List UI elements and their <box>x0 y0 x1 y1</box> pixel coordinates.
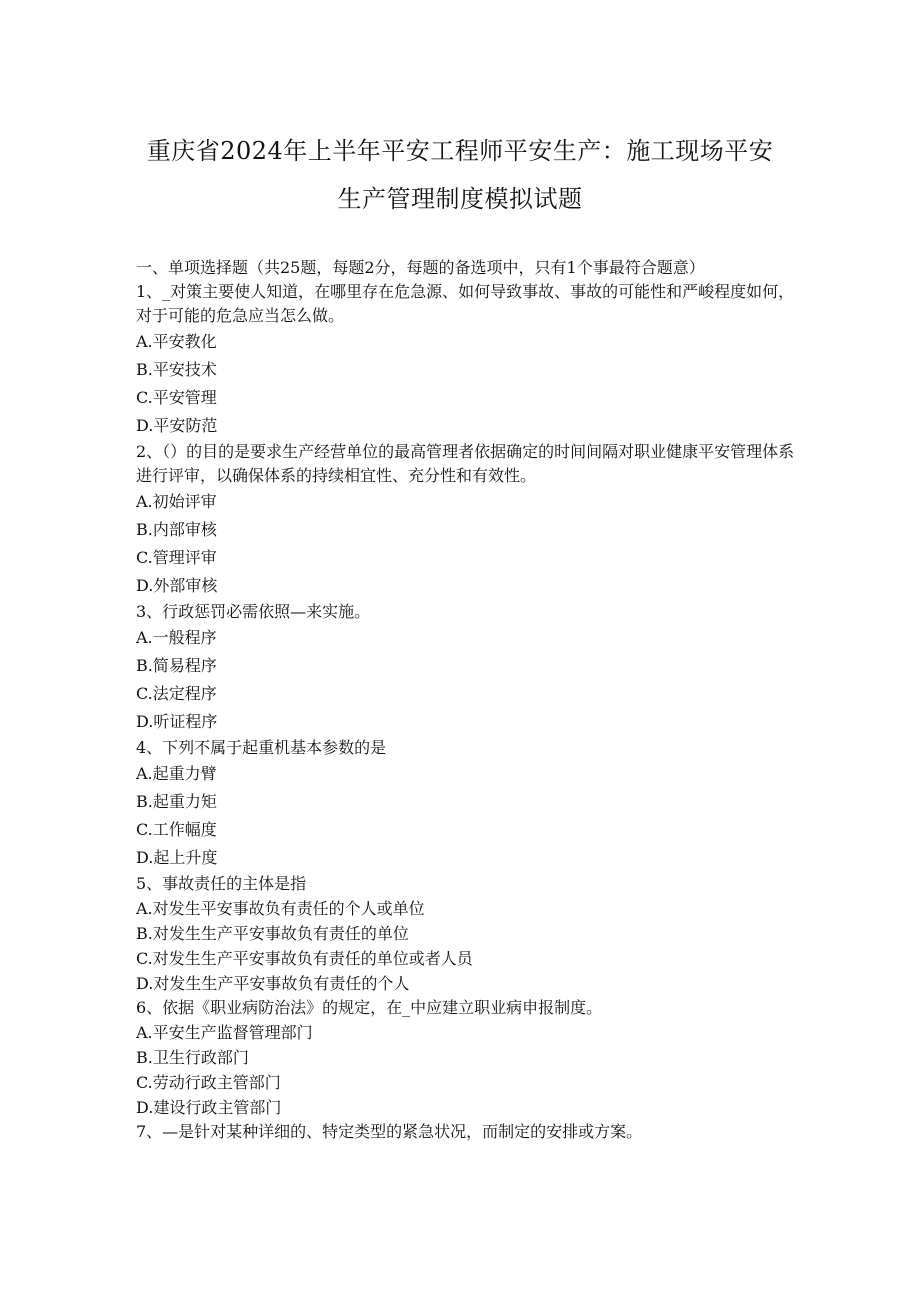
question-stem: 3、行政惩罚必需依照—来实施。 <box>136 602 371 621</box>
option-c: C.平安管理 <box>136 388 217 407</box>
option-d: D.对发生生产平安事故负有责任的个人 <box>136 974 410 993</box>
option-d: D.起上升度 <box>136 848 218 867</box>
question-7 <box>136 1120 796 1144</box>
question-4 <box>136 736 796 872</box>
document-title-line-2: 生产管理制度模拟试题 <box>337 185 583 213</box>
option-d: D.外部审核 <box>136 576 218 595</box>
option-a: A.平安生产监督管理部门 <box>136 1023 313 1042</box>
option-b: B.简易程序 <box>136 656 217 675</box>
question-stem: 2、（）的目的是要求生产经营单位的最高管理者依据确定的时间间隔对职业健康平安管理体系进行评审，以确保体系的持续相宜性、充分性和有效性。 <box>136 442 795 485</box>
question-1 <box>136 280 796 440</box>
option-c: C.工作幅度 <box>136 820 217 839</box>
section-header: 一、单项选择题（共25题，每题2分，每题的备选项中，只有1个事最符合题意） <box>136 258 705 277</box>
option-a: A.起重力臂 <box>136 764 217 783</box>
option-c: C.管理评审 <box>136 548 217 567</box>
option-d: D.平安防范 <box>136 416 218 435</box>
option-d: D.听证程序 <box>136 712 218 731</box>
document-title-line-1: 重庆省2024年上半年平安工程师平安生产：施工现场平安 <box>146 137 774 165</box>
option-a: A.一般程序 <box>136 628 217 647</box>
option-b: B.内部审核 <box>136 520 217 539</box>
question-stem: 1、_对策主要使人知道，在哪里存在危急源、如何导致事故、事故的可能性和严峻程度如何，对于可能的危急应当怎么做。 <box>136 282 795 325</box>
option-a: A.平安教化 <box>136 332 217 351</box>
option-c: C.劳动行政主管部门 <box>136 1073 281 1092</box>
option-b: B.卫生行政部门 <box>136 1048 249 1067</box>
question-stem: 7、—是针对某种详细的、特定类型的紧急状况，而制定的安排或方案。 <box>136 1122 643 1141</box>
option-d: D.建设行政主管部门 <box>136 1098 282 1117</box>
question-3 <box>136 600 796 736</box>
question-5 <box>136 872 796 996</box>
question-stem: 4、下列不属于起重机基本参数的是 <box>136 738 387 757</box>
document-content <box>136 256 796 1144</box>
option-b: B.平安技术 <box>136 360 217 379</box>
question-6 <box>136 996 796 1120</box>
option-a: A.对发生平安事故负有责任的个人或单位 <box>136 899 425 918</box>
option-c: C.对发生生产平安事故负有责任的单位或者人员 <box>136 949 473 968</box>
question-stem: 6、依据《职业病防治法》的规定，在_中应建立职业病申报制度。 <box>136 998 603 1017</box>
option-b: B.起重力矩 <box>136 792 217 811</box>
option-b: B.对发生生产平安事故负有责任的单位 <box>136 924 409 943</box>
question-stem: 5、事故责任的主体是指 <box>136 874 307 893</box>
question-2 <box>136 440 796 600</box>
option-a: A.初始评审 <box>136 492 217 511</box>
option-c: C.法定程序 <box>136 684 217 703</box>
